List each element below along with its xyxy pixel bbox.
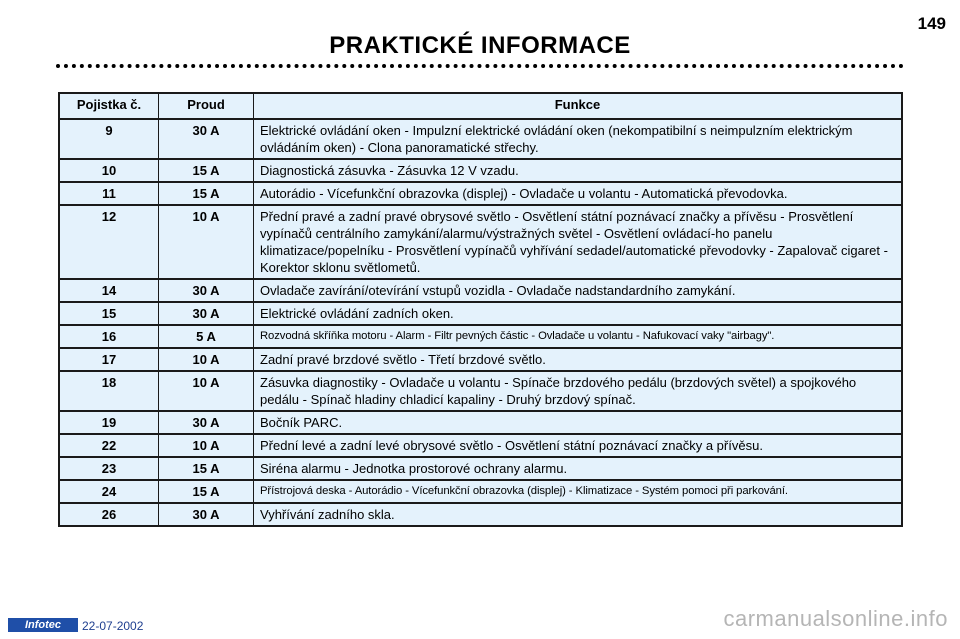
fuse-number: 26 (59, 503, 159, 526)
table-row (59, 480, 902, 503)
page-number: 149 (917, 14, 946, 33)
watermark: carmanualsonline.info (723, 606, 948, 631)
table-row (59, 325, 902, 348)
fuse-current: 10 A (159, 434, 254, 457)
table-row (59, 119, 902, 159)
fuse-function: Autorádio - Vícefunkční obrazovka (displej) - Ovladače u volantu - Automatická převodovka. (254, 182, 903, 205)
table-row (59, 411, 902, 434)
fuse-number: 9 (59, 119, 159, 159)
fuse-number: 23 (59, 457, 159, 480)
table-row (59, 457, 902, 480)
fuse-function: Elektrické ovládání zadních oken. (254, 302, 903, 325)
fuse-number: 17 (59, 348, 159, 371)
table-row (59, 182, 902, 205)
fuse-number: 22 (59, 434, 159, 457)
table-header-row (59, 93, 902, 119)
fuse-function: Přední levé a zadní levé obrysové světlo - Osvětlení státní poznávací značky a přívěsu. (254, 434, 903, 457)
fuse-number: 10 (59, 159, 159, 182)
fuse-current: 10 A (159, 205, 254, 279)
fuse-function: Zásuvka diagnostiky - Ovladače u volantu - Spínače brzdového pedálu (brzdových světel) a spojkového pedálu - Spínač hladiny chladicí kapaliny - Druhý brzdový spínač. (254, 371, 903, 411)
fuse-current: 30 A (159, 302, 254, 325)
fuse-number: 12 (59, 205, 159, 279)
page-title: PRAKTICKÉ INFORMACE (329, 32, 631, 59)
fuse-function: Bočník PARC. (254, 411, 903, 434)
fuse-current: 15 A (159, 480, 254, 503)
fuse-number: 14 (59, 279, 159, 302)
header-function: Funkce (254, 93, 903, 119)
fuse-number: 24 (59, 480, 159, 503)
fuse-function: Rozvodná skříňka motoru - Alarm - Filtr pevných částic - Ovladače u volantu - Nafukovací vaky "airbagy". (254, 325, 903, 348)
fuse-number: 15 (59, 302, 159, 325)
fuse-table (58, 92, 903, 527)
fuse-current: 30 A (159, 503, 254, 526)
header-current: Proud (159, 93, 254, 119)
table-row (59, 205, 902, 279)
fuse-current: 30 A (159, 119, 254, 159)
table-row (59, 279, 902, 302)
fuse-current: 5 A (159, 325, 254, 348)
fuse-function: Přední pravé a zadní pravé obrysové světlo - Osvětlení státní poznávací značky a přívěsu - Prosvětlení vypínačů centrálního zamykání/alarmu/výstražných světel - Osvětlení ovládací-ho panelu klimatizace/popelníku - Prosvětlení vypínačů vyhřívání sedadel/automatické převodovky - Zapalovač cigaret - Korektor sklonu světlometů. (254, 205, 903, 279)
fuse-function: Elektrické ovládání oken - Impulzní elektrické ovládání oken (nekompatibilní s neimpulzním elektrickým ovládáním oken) - Clona panoramatické střechy. (254, 119, 903, 159)
fuse-current: 30 A (159, 279, 254, 302)
fuse-function: Zadní pravé brzdové světlo - Třetí brzdové světlo. (254, 348, 903, 371)
fuse-current: 10 A (159, 371, 254, 411)
fuse-number: 19 (59, 411, 159, 434)
fuse-current: 15 A (159, 159, 254, 182)
fuse-number: 16 (59, 325, 159, 348)
table-row (59, 302, 902, 325)
header-fuse-number: Pojistka č. (59, 93, 159, 119)
fuse-function: Diagnostická zásuvka - Zásuvka 12 V vzadu. (254, 159, 903, 182)
fuse-number: 11 (59, 182, 159, 205)
fuse-function: Siréna alarmu - Jednotka prostorové ochrany alarmu. (254, 457, 903, 480)
fuse-current: 30 A (159, 411, 254, 434)
fuse-function: Přístrojová deska - Autorádio - Vícefunkční obrazovka (displej) - Klimatizace - Systém pomoci při parkování. (254, 480, 903, 503)
fuse-function: Vyhřívání zadního skla. (254, 503, 903, 526)
fuse-current: 15 A (159, 182, 254, 205)
print-date: 22-07-2002 (82, 619, 144, 633)
fuse-function: Ovladače zavírání/otevírání vstupů vozidla - Ovladače nadstandardního zamykání. (254, 279, 903, 302)
fuse-number: 18 (59, 371, 159, 411)
dotted-divider (56, 64, 904, 68)
infotec-logo: Infotec (8, 618, 78, 632)
table-row (59, 434, 902, 457)
fuse-current: 10 A (159, 348, 254, 371)
table-row (59, 371, 902, 411)
fuse-current: 15 A (159, 457, 254, 480)
table-row (59, 159, 902, 182)
table-row (59, 503, 902, 526)
table-row (59, 348, 902, 371)
